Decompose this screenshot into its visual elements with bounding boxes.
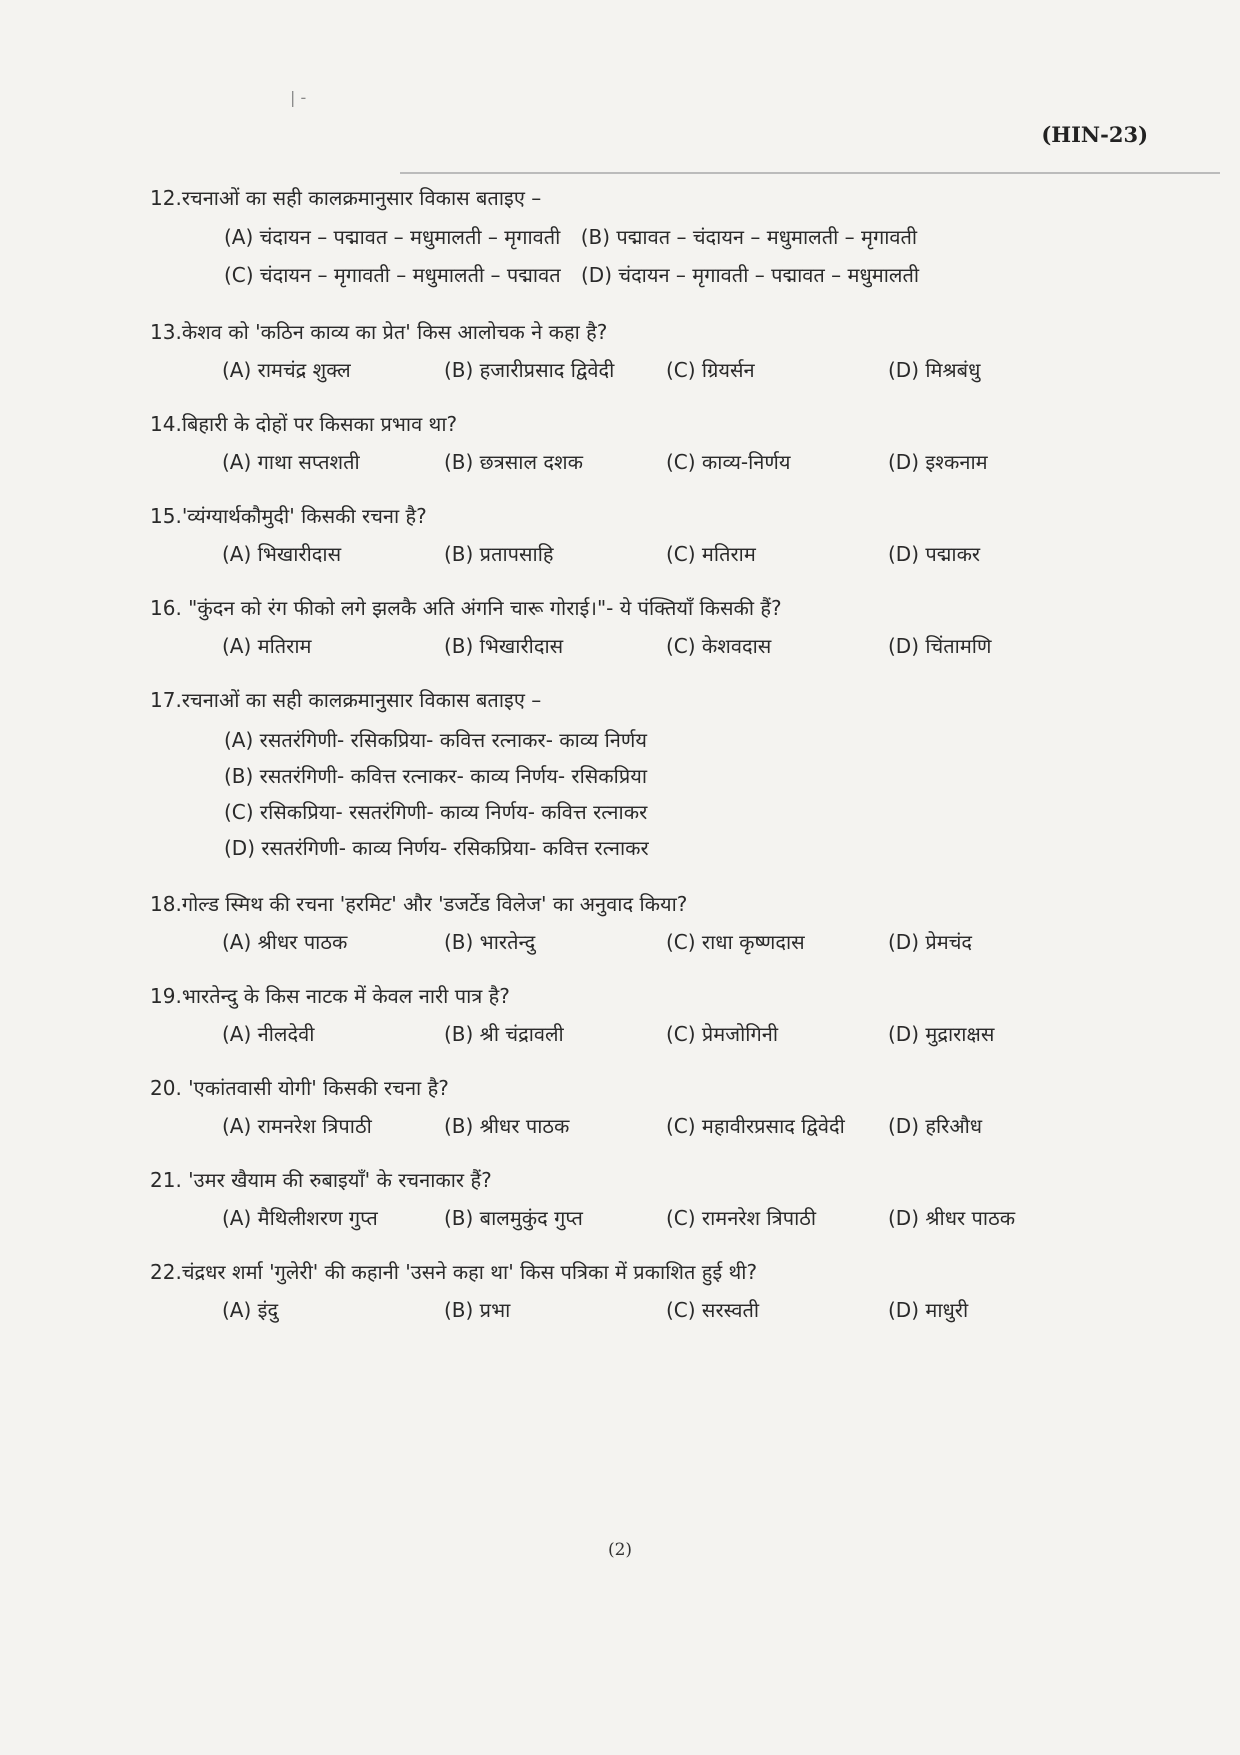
margin-mark: | -	[290, 88, 307, 107]
question-text: 16. "कुंदन को रंग फीको लगे झलकै अति अंगनि चारू गोराई।"- ये पंक्तियाँ किसकी हैं?	[150, 596, 782, 620]
options	[222, 1110, 1160, 1142]
option-d[interactable]: (D) चिंतामणि	[888, 634, 992, 658]
option-c[interactable]: (C) चंदायन – मृगावती – मधुमालती – पद्मावत	[224, 263, 561, 287]
question-16	[150, 592, 1160, 662]
question-14	[150, 408, 1160, 478]
header-divider	[400, 172, 1220, 174]
option-d[interactable]: (D) रसतरंगिणी- काव्य निर्णय- रसिकप्रिया- कवित्त रत्नाकर	[224, 836, 649, 860]
options	[222, 354, 1160, 386]
option-c[interactable]: (C) रामनरेश त्रिपाठी	[666, 1206, 817, 1230]
option-a[interactable]: (A) मतिराम	[222, 634, 312, 658]
option-d[interactable]: (D) प्रेमचंद	[888, 930, 973, 954]
option-d[interactable]: (D) पद्माकर	[888, 542, 981, 566]
options	[222, 1294, 1160, 1326]
option-b[interactable]: (B) रसतरंगिणी- कवित्त रत्नाकर- काव्य निर्णय- रसिकप्रिया	[224, 764, 648, 788]
question-text: 15.'व्यंग्यार्थकौमुदी' किसकी रचना है?	[150, 504, 427, 528]
option-c[interactable]: (C) राधा कृष्णदास	[666, 930, 805, 954]
option-b[interactable]: (B) भारतेन्दु	[444, 930, 536, 954]
option-b[interactable]: (B) श्रीधर पाठक	[444, 1114, 570, 1138]
question-22	[150, 1256, 1160, 1326]
option-c[interactable]: (C) काव्य-निर्णय	[666, 450, 791, 474]
options	[222, 926, 1160, 958]
option-a[interactable]: (A) मैथिलीशरण गुप्त	[222, 1206, 378, 1230]
paper-code: (HIN-23)	[1041, 122, 1148, 147]
question-20	[150, 1072, 1160, 1142]
option-a[interactable]: (A) श्रीधर पाठक	[222, 930, 348, 954]
option-c[interactable]: (C) केशवदास	[666, 634, 772, 658]
option-b[interactable]: (B) हजारीप्रसाद द्विवेदी	[444, 358, 615, 382]
question-17	[150, 684, 1160, 866]
options	[222, 446, 1160, 478]
option-c[interactable]: (C) महावीरप्रसाद द्विवेदी	[666, 1114, 845, 1138]
option-c[interactable]: (C) सरस्वती	[666, 1298, 760, 1322]
option-c[interactable]: (C) ग्रियर्सन	[666, 358, 755, 382]
option-d[interactable]: (D) मिश्रबंधु	[888, 358, 981, 382]
options	[222, 630, 1160, 662]
question-text: 18.गोल्ड स्मिथ की रचना 'हरमिट' और 'डजर्टेड विलेज' का अनुवाद किया?	[150, 892, 688, 916]
option-b[interactable]: (B) प्रतापसाहि	[444, 542, 554, 566]
option-b[interactable]: (B) पद्मावत – चंदायन – मधुमालती – मृगावती	[580, 225, 918, 249]
option-b[interactable]: (B) भिखारीदास	[444, 634, 564, 658]
question-text: 12.रचनाओं का सही कालक्रमानुसार विकास बताइए –	[150, 186, 542, 210]
option-d[interactable]: (D) मुद्राराक्षस	[888, 1022, 995, 1046]
option-a[interactable]: (A) रसतरंगिणी- रसिकप्रिया- कवित्त रत्नाकर- काव्य निर्णय	[224, 728, 647, 752]
question-text: 21. 'उमर खैयाम की रुबाइयाँ' के रचनाकार हैं?	[150, 1168, 492, 1192]
question-21	[150, 1164, 1160, 1234]
question-text: 14.बिहारी के दोहों पर किसका प्रभाव था?	[150, 412, 458, 436]
option-b[interactable]: (B) प्रभा	[444, 1298, 511, 1322]
question-text: 22.चंद्रधर शर्मा 'गुलेरी' की कहानी 'उसने कहा था' किस पत्रिका में प्रकाशित हुई थी?	[150, 1260, 758, 1284]
option-d[interactable]: (D) माधुरी	[888, 1298, 969, 1322]
option-b[interactable]: (B) छत्रसाल दशक	[444, 450, 583, 474]
option-a[interactable]: (A) भिखारीदास	[222, 542, 342, 566]
page-number: (2)	[607, 1540, 633, 1560]
option-b[interactable]: (B) बालमुकुंद गुप्त	[444, 1206, 583, 1230]
question-12	[150, 182, 1160, 294]
option-b[interactable]: (B) श्री चंद्रावली	[444, 1022, 564, 1046]
question-text: 20. 'एकांतवासी योगी' किसकी रचना है?	[150, 1076, 449, 1100]
option-a[interactable]: (A) गाथा सप्तशती	[222, 450, 360, 474]
question-13	[150, 316, 1160, 386]
options	[222, 538, 1160, 570]
options	[222, 1202, 1160, 1234]
option-c[interactable]: (C) मतिराम	[666, 542, 756, 566]
options	[224, 722, 1160, 866]
question-15	[150, 500, 1160, 570]
question-list	[150, 182, 1160, 1348]
option-d[interactable]: (D) चंदायन – मृगावती – पद्मावत – मधुमालती	[581, 263, 920, 287]
question-text: 13.केशव को 'कठिन काव्य का प्रेत' किस आलोचक ने कहा है?	[150, 320, 608, 344]
question-text: 17.रचनाओं का सही कालक्रमानुसार विकास बताइए –	[150, 688, 542, 712]
option-d[interactable]: (D) इश्कनाम	[888, 450, 988, 474]
option-d[interactable]: (D) हरिऔध	[888, 1114, 983, 1138]
option-a[interactable]: (A) चंदायन – पद्मावत – मधुमालती – मृगावती	[224, 225, 561, 249]
option-a[interactable]: (A) रामचंद्र शुक्ल	[222, 358, 351, 382]
options	[222, 1018, 1160, 1050]
option-a[interactable]: (A) इंदु	[222, 1298, 279, 1322]
option-a[interactable]: (A) रामनरेश त्रिपाठी	[222, 1114, 372, 1138]
question-text: 19.भारतेन्दु के किस नाटक में केवल नारी पात्र है?	[150, 984, 510, 1008]
question-19	[150, 980, 1160, 1050]
question-18	[150, 888, 1160, 958]
option-c[interactable]: (C) प्रेमजोगिनी	[666, 1022, 779, 1046]
options	[224, 218, 1160, 294]
option-a[interactable]: (A) नीलदेवी	[222, 1022, 315, 1046]
option-d[interactable]: (D) श्रीधर पाठक	[888, 1206, 1016, 1230]
option-c[interactable]: (C) रसिकप्रिया- रसतरंगिणी- काव्य निर्णय- कवित्त रत्नाकर	[224, 800, 648, 824]
